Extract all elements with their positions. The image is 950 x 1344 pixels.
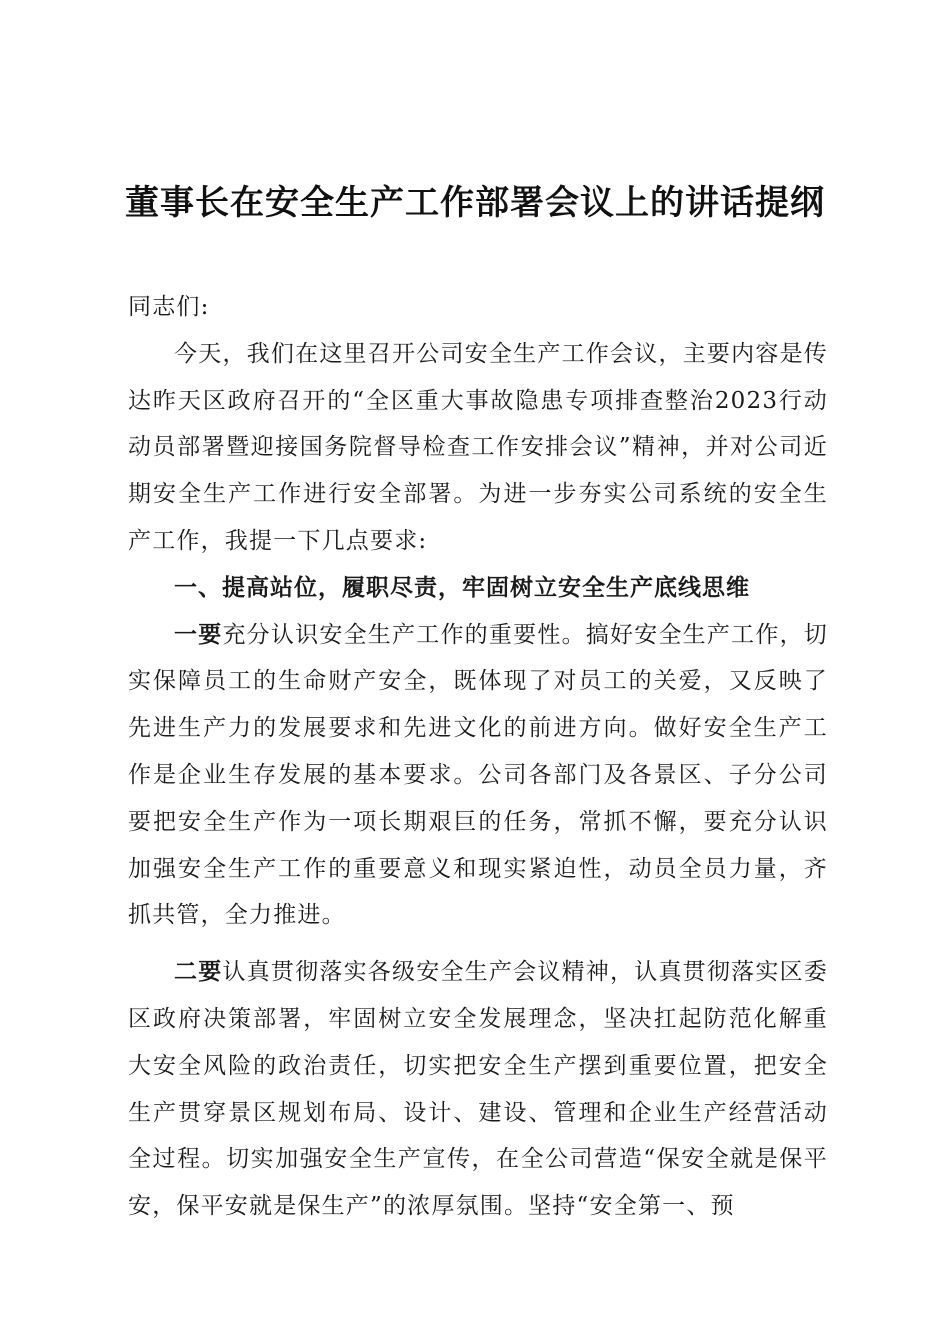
- point-text-1: 充分认识安全生产工作的重要性。搞好安全生产工作，切实保障员工的生命财产安全，既体现了对员工的关爱，又反映了先进生产力的发展要求和先进文化的前进方向。做好安全生产工作是企业生存发展的基本要求。公司各部门及各景区、子分公司要把安全生产作为一项长期艰巨的任务，常抓不懈，要充分认识加强安全生产工作的重要意义和现实紧迫性，动员全员力量，齐抓共管，全力推进。: [128, 621, 829, 929]
- point-paragraph-2: [128, 949, 828, 1230]
- section-heading: 一、提高站位，履职尽责，牢固树立安全生产底线思维: [174, 574, 750, 601]
- document-body: [128, 284, 828, 1230]
- point-lead-2: 二要: [174, 959, 223, 986]
- point-paragraph-1: [128, 612, 828, 940]
- intro-paragraph: 今天，我们在这里召开公司安全生产工作会议，主要内容是传达昨天区政府召开的“全区重大事故隐患专项排查整治2023行动动员部署暨迎接国务院督导检查工作安排会议”精神，并对公司近期安全生产工作进行安全部署。为进一步夯实公司系统的安全生产工作，我提一下几点要求:: [128, 340, 828, 554]
- point-lead-1: 一要: [174, 621, 223, 648]
- salutation: 同志们:: [128, 294, 210, 320]
- point-text-2: 认真贯彻落实各级安全生产会议精神，认真贯彻落实区委区政府决策部署，牢固树立安全发展理念，坚决扛起防范化解重大安全风险的政治责任，切实把安全生产摆到重要位置，把安全生产贯穿景区规划布局、设计、建设、管理和企业生产经营活动全过程。切实加强安全生产宣传，在全公司营造“保安全就是保平安，保平安就是保生产”的浓厚氛围。坚持“安全第一、预: [128, 959, 829, 1220]
- document-title: 董事长在安全生产工作部署会议上的讲话提纲: [125, 183, 825, 223]
